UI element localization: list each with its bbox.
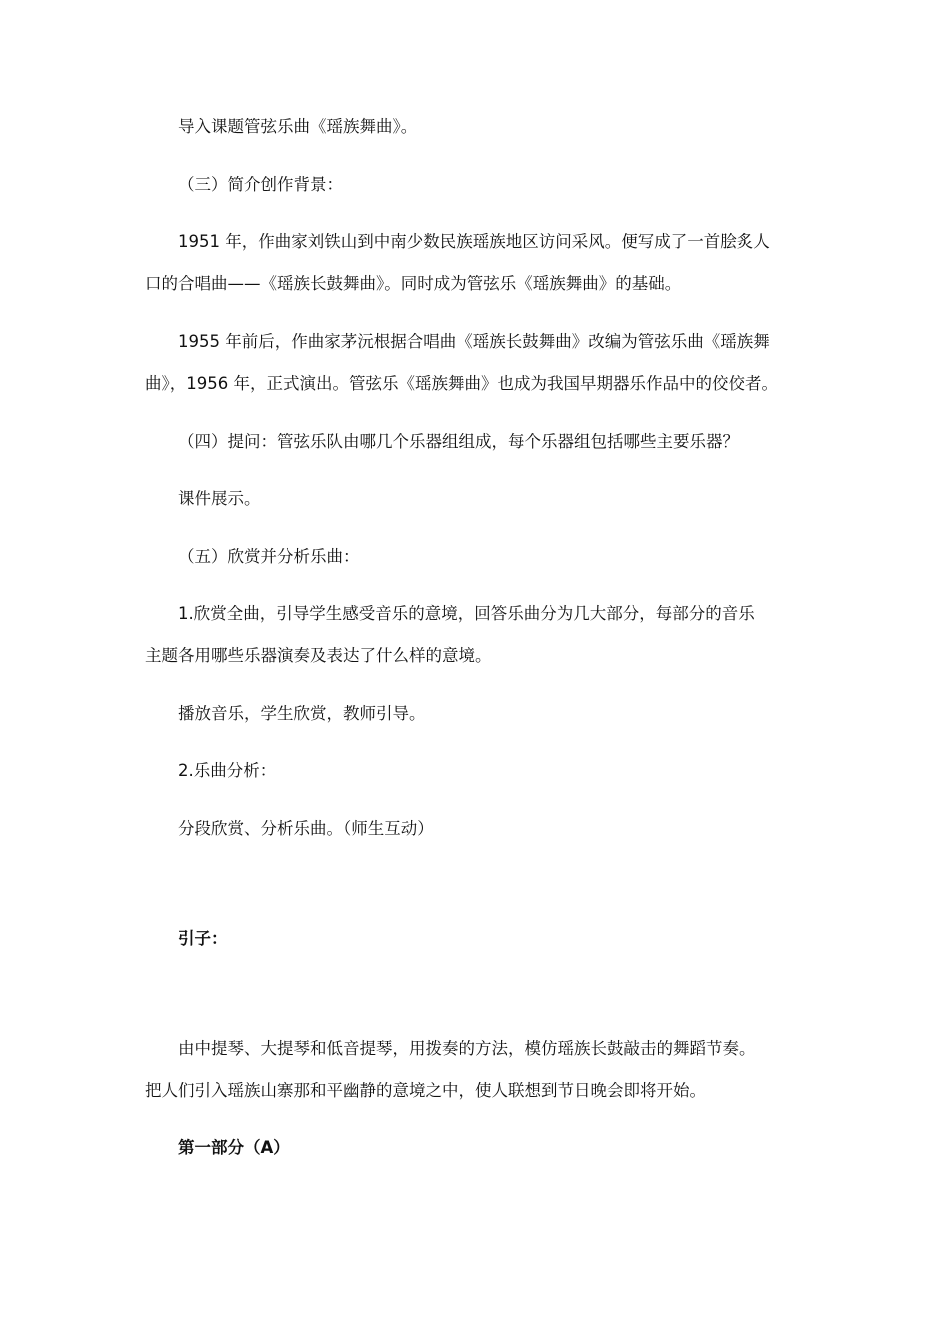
section-heading-background: （三）简介创作背景：	[178, 175, 343, 194]
paragraph-line: 口的合唱曲——《瑶族长鼓舞曲》。同时成为管弦乐《瑶族舞曲》的基础。	[145, 274, 682, 293]
paragraph-line: 由中提琴、大提琴和低音提琴，用拨奏的方法，模仿瑶族长鼓敲击的舞蹈节奏。	[178, 1039, 756, 1058]
paragraph-line: 1951 年，作曲家刘铁山到中南少数民族瑶族地区访问采风。便写成了一首脍炙人	[178, 232, 770, 251]
paragraph-1951	[145, 221, 825, 305]
paragraph-courseware: 课件展示。	[178, 489, 261, 508]
heading-part-one: 第一部分（A）	[178, 1138, 290, 1157]
paragraph-segment-analysis: 分段欣赏、分析乐曲。（师生互动）	[178, 819, 434, 838]
paragraph-1955	[145, 321, 825, 405]
paragraph-line: 1955 年前后，作曲家茅沅根据合唱曲《瑶族长鼓舞曲》改编为管弦乐曲《瑶族舞	[178, 332, 770, 351]
paragraph-line: 1.欣赏全曲，引导学生感受音乐的意境，回答乐曲分为几大部分，每部分的音乐	[178, 604, 755, 623]
paragraph-line: 把人们引入瑶族山寨那和平幽静的意境之中，使人联想到节日晚会即将开始。	[145, 1081, 706, 1100]
heading-introduction: 引子：	[178, 929, 228, 948]
paragraph-intro-topic: 导入课题管弦乐曲《瑶族舞曲》。	[178, 117, 418, 136]
paragraph-line: 主题各用哪些乐器演奏及表达了什么样的意境。	[145, 646, 492, 665]
section-heading-appreciation: （五）欣赏并分析乐曲：	[178, 547, 360, 566]
paragraph-analysis-heading: 2.乐曲分析：	[178, 761, 277, 780]
section-heading-question: （四）提问：管弦乐队由哪几个乐器组组成，每个乐器组包括哪些主要乐器？	[178, 432, 739, 451]
paragraph-line: 曲》，1956 年，正式演出。管弦乐《瑶族舞曲》也成为我国早期器乐作品中的佼佼者。	[145, 374, 778, 393]
paragraph-intro-description	[145, 1028, 825, 1112]
paragraph-appreciate-whole	[145, 593, 825, 677]
paragraph-play-music: 播放音乐，学生欣赏，教师引导。	[178, 704, 426, 723]
